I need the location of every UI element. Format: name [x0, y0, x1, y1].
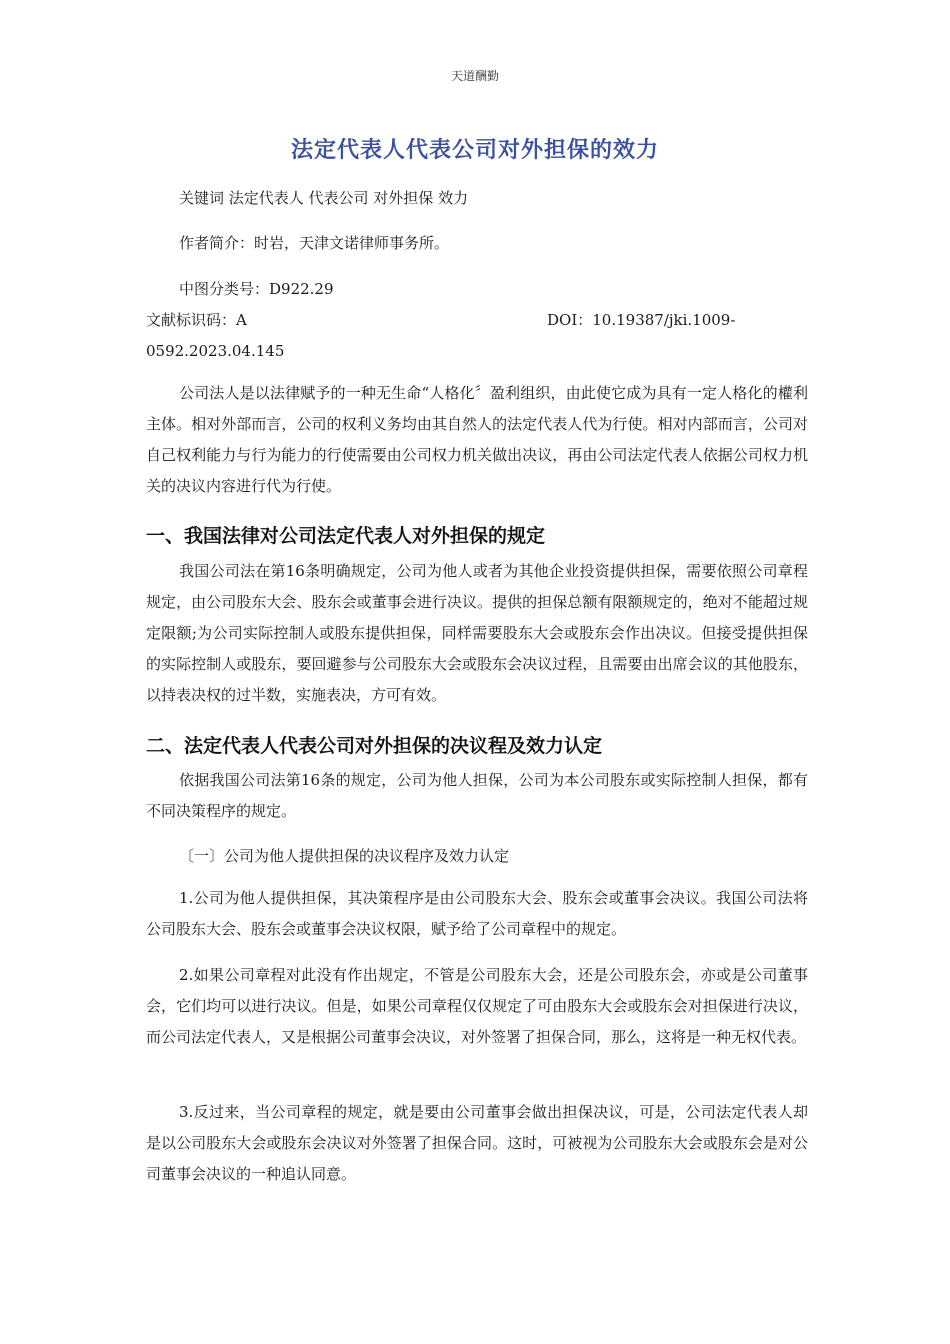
list-item-2: 2.如果公司章程对此没有作出规定，不管是公司股东大会，还是公司股东会，亦或是公司董事会，它们均可以进行决议。但是，如果公司章程仅仅规定了可由股东大会或股东会对担保进行决议，而公司法定代表人，又是根据公司董事会决议，对外签署了担保合同，那么，这将是一种无权代表。 — [146, 966, 808, 1046]
section-heading-1: 一、我国法律对公司法定代表人对外担保的规定 — [146, 525, 546, 547]
section-heading-2: 二、法定代表人代表公司对外担保的决议程及效力认定 — [146, 735, 603, 757]
clc-line: 中图分类号：D922.29 — [179, 280, 334, 298]
author-line: 作者简介：时岩，天津文诺律师事务所。 — [179, 234, 450, 252]
intro-paragraph: 公司法人是以法律赋予的一种无生命“人格化〞盈利组织，由此使它成为具有一定人格化的權利主体。相对外部而言，公司的权利义务均由其自然人的法定代表人代为行使。相对内部而言，公司对自己权利能力与行为能力的行使需要由公司权力机关做出决议，再由公司法定代表人依据公司权力机关的决议内容进行代为行使。 — [146, 384, 808, 495]
subsection-heading-1: 〔一〕公司为他人提供担保的决议程序及效力认定 — [179, 847, 510, 865]
doi-line: DOI：10.19387/jki.1009- — [547, 311, 736, 329]
doi-continuation: 0592.2023.04.145 — [146, 342, 285, 360]
keywords-line: 关键词 法定代表人 代表公司 对外担保 效力 — [179, 189, 469, 207]
page-header: 天道酬勤 — [450, 69, 499, 83]
list-item-3: 3.反过来，当公司章程的规定，就是要由公司董事会做出担保决议，可是，公司法定代表人却是以公司股东大会或股东会决议对外签署了担保合同。这时，可被视为公司股东大会或股东会是对公司董事会决议的一种追认同意。 — [146, 1103, 808, 1183]
section-2-paragraph: 依据我国公司法第16条的规定，公司为他人担保，公司为本公司股东或实际控制人担保，都有不同决策程序的规定。 — [146, 771, 808, 820]
section-1-paragraph: 我国公司法在第16条明确规定，公司为他人或者为其他企业投资提供担保，需要依照公司章程规定，由公司股东大会、股东会或董事会进行决议。提供的担保总额有限额规定的，绝对不能超过规定限额;为公司实际控制人或股东提供担保，同样需要股东大会或股东会作出决议。但接受提供担保的实际控制人或股东，要回避参与公司股东大会或股东会决议过程，且需要由出席会议的其他股东，以持表决权的过半数，实施表决，方可有效。 — [146, 562, 808, 704]
document-title: 法定代表人代表公司对外担保的效力 — [290, 138, 659, 163]
list-item-1: 1.公司为他人提供担保，其决策程序是由公司股东大会、股东会或董事会决议。我国公司法将公司股东大会、股东会或董事会决议权限，赋予给了公司章程中的规定。 — [146, 889, 808, 938]
doc-code-line: 文献标识码：A — [146, 311, 247, 329]
